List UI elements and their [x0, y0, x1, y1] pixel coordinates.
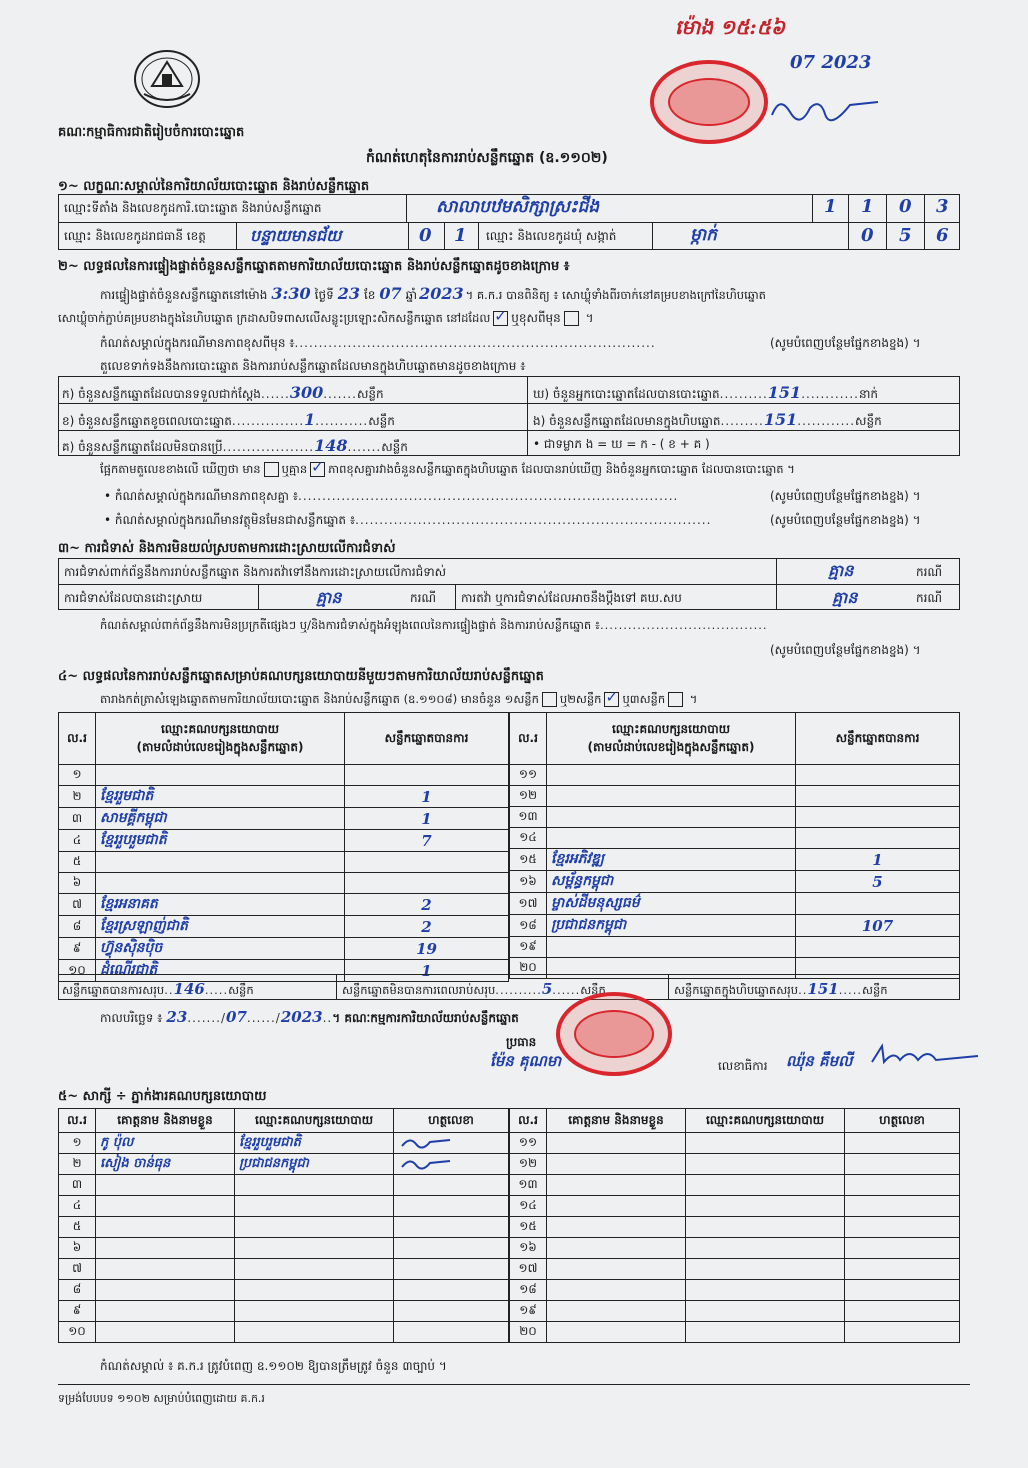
location-label: ឈ្មោះទីតាំង និងលេខកូដការិ.បោះឆ្នោត និងរាប់សន្លឹកឆ្នោត — [64, 201, 322, 215]
w-col-no: ល.រ — [59, 1109, 96, 1133]
witness-signature — [394, 1217, 509, 1238]
figure-kha-value: 1 — [304, 410, 316, 429]
witness-number: ១ — [59, 1133, 96, 1154]
formula: • ជាទម្លាភ ង = ឃ = ក - ( ខ + គ ) — [533, 437, 710, 451]
witness-name — [547, 1259, 686, 1280]
commune-code-3: 6 — [936, 225, 949, 246]
result-row — [510, 828, 960, 849]
resolved-label: ការជំទាស់ដែលបានដោះស្រាយ — [64, 591, 203, 605]
party-name: ខ្មែរអភិវឌ្ឍ — [547, 849, 796, 871]
witness-row — [59, 1280, 509, 1301]
col-votes-right: សន្លឹកឆ្នោតបានការ — [796, 713, 960, 765]
one-sheet-checkbox[interactable] — [542, 692, 557, 707]
result-row — [59, 916, 509, 938]
witness-row — [510, 1238, 960, 1259]
party-name: ម្ចាស់ដីមនុស្សធម៌ — [547, 893, 796, 915]
has-difference-checkbox[interactable] — [264, 462, 279, 477]
witness-table-left — [58, 1108, 509, 1343]
province-label: ឈ្មោះ និងលេខកូដរាជធានី ខេត្ត — [64, 229, 206, 243]
row-number: ៩ — [59, 938, 96, 960]
col-party-right: ឈ្មោះគណបក្សនយោបាយ (តាមលំដាប់លេខរៀងក្នុងសន្លឹកឆ្នោត) — [547, 713, 796, 765]
witness-row — [510, 1154, 960, 1175]
witness-number: ១៧ — [510, 1259, 547, 1280]
result-row — [510, 871, 960, 893]
witness-name — [96, 1301, 235, 1322]
chair-name: ម៉ែន គុណមា — [490, 1052, 562, 1070]
witness-row — [510, 1217, 960, 1238]
witness-row — [59, 1196, 509, 1217]
witness-number: ៧ — [59, 1259, 96, 1280]
commune-code-2: 5 — [899, 225, 912, 246]
complaint-value: គ្មាន — [828, 561, 854, 580]
irregularity-note: កំណត់សម្គាល់ពាក់ព័ន្ធនឹងការមិនប្រក្រតីផ្សេងៗ ឬ/និងការជំទាស់ក្នុងអំឡុងពេលនៃការផ្ទៀងផ្ទាត់ និងការរាប់សន្លឹកឆ្នោត ៖.................................... — [100, 618, 768, 632]
witness-name — [96, 1196, 235, 1217]
figure-ngo-value: 151 — [763, 410, 798, 429]
party-votes: 5 — [796, 871, 960, 893]
party-votes: 7 — [345, 830, 509, 852]
party-votes: 107 — [796, 915, 960, 937]
result-row — [59, 808, 509, 830]
witness-signature — [394, 1133, 509, 1154]
party-name: ខ្មែរអនាគត — [96, 894, 345, 916]
witness-signature — [394, 1175, 509, 1196]
witness-row — [510, 1196, 960, 1217]
different-checkbox[interactable] — [564, 311, 579, 326]
witness-signature — [394, 1259, 509, 1280]
party-name — [547, 807, 796, 828]
witness-signature — [845, 1154, 960, 1175]
witness-name — [547, 1154, 686, 1175]
figure-kha: ខ) ចំនួនសន្លឹកឆ្នោតខូចពេលបោះឆ្នោត...............1...........សន្លឹក — [62, 410, 395, 429]
witness-name — [96, 1217, 235, 1238]
total-invalid: សន្លឹកឆ្នោតមិនបានការពេលរាប់សរុប..........5......សន្លឹក — [342, 980, 606, 998]
party-votes — [345, 873, 509, 894]
witness-party — [235, 1322, 394, 1343]
results-table-left — [58, 712, 509, 982]
section2-heading: ២~ លទ្ធផលនៃការផ្ទៀងផ្ទាត់ចំនួនសន្លឹកឆ្នោតតាមការិយាល័យបោះឆ្នោត និងរាប់សន្លឹកឆ្នោតដូចខាងក្រោម ៖ — [58, 259, 570, 274]
witness-signature — [845, 1322, 960, 1343]
party-name — [96, 852, 345, 873]
witness-number: ៣ — [59, 1175, 96, 1196]
discrepancy-line: ផ្អែកតាមតួលេខខាងលើ ឃើញថា មាន ឬគ្មាន✓ ភាពខុសគ្នារវាងចំនួនសន្លឹកឆ្នោតក្នុងហិបឆ្នោត ដែលបានរាប់ឃើញ និងចំនួនអ្នកបោះឆ្នោត ដែលបានបោះឆ្នោត ។ — [100, 462, 795, 479]
result-row — [510, 937, 960, 958]
location-code-3: 0 — [899, 196, 912, 217]
figure-ka: ក) ចំនួនសន្លឹកឆ្នោតដែលបានទទួលជាក់ស្តែង......300.......សន្លឹក — [62, 383, 384, 402]
witness-name — [96, 1175, 235, 1196]
complaint-label: ការជំទាស់ពាក់ព័ន្ធនឹងការរាប់សន្លឹកឆ្នោត និងការតវ៉ាទៅនឹងការដោះស្រាយលើការជំទាស់ — [64, 565, 447, 579]
total-invalid-value: 5 — [541, 980, 553, 998]
party-name — [547, 828, 796, 849]
witness-row — [59, 1301, 509, 1322]
witness-party — [686, 1238, 845, 1259]
row-number: ៨ — [59, 916, 96, 938]
witness-signature — [845, 1133, 960, 1154]
total-valid: សន្លឹកឆ្នោតបានការសរុប..146.....សន្លឹក — [62, 980, 254, 998]
witness-table-right — [509, 1108, 960, 1343]
witness-signature — [394, 1154, 509, 1175]
witness-party — [686, 1175, 845, 1196]
verify-year: 2023 — [419, 284, 464, 303]
fill-note-2: (សូមបំពេញបន្ថែមផ្នែកខាងខ្នង) ។ — [770, 489, 921, 503]
result-row — [510, 765, 960, 786]
section1-heading: ១~ លក្ខណៈសម្គាល់នៃការិយាល័យបោះឆ្នោត និងរាប់សន្លឹកឆ្នោត — [58, 179, 370, 194]
witness-party — [235, 1238, 394, 1259]
figure-kho: ឃ) ចំនួនអ្នកបោះឆ្នោតដែលបានបោះឆ្នោត..........151............នាក់ — [533, 383, 879, 402]
witness-name — [547, 1196, 686, 1217]
row-number: ១៥ — [510, 849, 547, 871]
witness-name — [547, 1280, 686, 1301]
party-votes — [796, 937, 960, 958]
results-table-right — [509, 712, 960, 979]
difference-note: កំណត់សម្គាល់ក្នុងករណីមានភាពខុសពីមុន ៖........................................................................... — [100, 336, 656, 350]
witness-party: ខ្មែររួបរួមជាតិ — [235, 1133, 394, 1154]
row-number: ៦ — [59, 873, 96, 894]
witness-row — [510, 1322, 960, 1343]
witness-number: ៦ — [59, 1238, 96, 1259]
row-number: ១៧ — [510, 893, 547, 915]
row-number: ១១ — [510, 765, 547, 786]
witness-number: ១៦ — [510, 1238, 547, 1259]
witness-party — [686, 1280, 845, 1301]
footer-note: កំណត់សម្គាល់ ៖ គ.ក.រ ត្រូវបំពេញ ឧ.១១០២ ឱ្យបានត្រឹមត្រូវ ចំនួន ៣ច្បាប់ ។ — [100, 1359, 447, 1373]
stamp-time: ម៉ោង ១៥:៥៦ — [675, 15, 786, 39]
witness-name — [96, 1259, 235, 1280]
secretary-signature — [870, 1042, 980, 1068]
witness-party — [686, 1133, 845, 1154]
row-number: ៥ — [59, 852, 96, 873]
witness-number: ៨ — [59, 1280, 96, 1301]
w-col-name: គោត្តនាម និងនាមខ្លួន — [96, 1109, 235, 1133]
party-votes — [796, 893, 960, 915]
case-unit-3: ករណី — [916, 591, 943, 605]
party-votes: 1 — [345, 808, 509, 830]
secretary-name: ឈ៉ុន គឹមលី — [786, 1052, 853, 1070]
party-votes: 2 — [345, 894, 509, 916]
witness-signature — [394, 1196, 509, 1217]
witness-number: ៥ — [59, 1217, 96, 1238]
row-number: ១៦ — [510, 871, 547, 893]
witness-party — [235, 1196, 394, 1217]
witness-number: ១៤ — [510, 1196, 547, 1217]
witness-name — [96, 1238, 235, 1259]
party-votes — [796, 786, 960, 807]
result-row — [59, 765, 509, 786]
witness-row — [59, 1259, 509, 1280]
row-number: ១០ — [59, 960, 96, 982]
party-name: ប្រជាជនកម្ពុជា — [547, 915, 796, 937]
row-number: ១ — [59, 765, 96, 786]
result-row — [59, 830, 509, 852]
party-name — [547, 765, 796, 786]
figure-ko: គ) ចំនួនសន្លឹកឆ្នោតដែលមិនបានប្រើ...................148.......សន្លឹក — [62, 436, 408, 455]
stamp-date: 07 2023 — [790, 52, 872, 73]
verify-month: 07 — [379, 284, 402, 303]
section5-heading: ៥~ សាក្សី ÷ ភ្នាក់ងារគណបក្សនយោបាយ — [58, 1089, 267, 1104]
result-row — [510, 893, 960, 915]
witness-signature — [394, 1280, 509, 1301]
witness-party — [686, 1322, 845, 1343]
witness-row — [510, 1133, 960, 1154]
commune-value: ម្កាក់ — [690, 225, 717, 245]
result-row — [59, 894, 509, 916]
party-name: ដំណើរជាតិ — [96, 960, 345, 982]
witness-number: ១៨ — [510, 1280, 547, 1301]
party-name: ហ៊្វុនស៊ិនប៉ិច — [96, 938, 345, 960]
fill-note-4: (សូមបំពេញបន្ថែមផ្នែកខាងខ្នង) ។ — [770, 643, 921, 657]
party-name: ខ្មែររួមជាតិ — [96, 786, 345, 808]
row-number: ២ — [59, 786, 96, 808]
signature-top — [770, 90, 880, 125]
witness-signature — [394, 1301, 509, 1322]
witness-signature — [845, 1238, 960, 1259]
appeal-value: គ្មាន — [832, 588, 858, 607]
party-name: សម្ព័ន្ធកម្ពុជា — [547, 871, 796, 893]
witness-party — [686, 1301, 845, 1322]
party-name — [96, 765, 345, 786]
witness-party — [235, 1280, 394, 1301]
w-col-party: ឈ្មោះគណបក្សនយោបាយ — [235, 1109, 394, 1133]
verify-line2: សោឃ្លុំចាក់ភ្ជាប់គម្របខាងក្នុងនៃហិបឆ្នោត ក្រដាសបិទពាសលើសន្លូះប្រឡោះសិកសន្លឹកឆ្នោត នៅដដែល✓ ឬខុសពីមុន ។ — [58, 310, 594, 328]
verify-line1: ការផ្ទៀងផ្ទាត់ចំនួនសន្លឹកឆ្នោតនៅម៉ោង 3:30 ថ្ងៃទី 23 ខែ 07 ឆ្នាំ 2023 ។ គ.ក.រ បានពិនិត្យ ៖ សោឃ្លុំទាំងពីរចាក់នៅគម្របខាងក្រៅនៃហិបឆ្នោត — [100, 284, 766, 303]
three-sheet-checkbox[interactable] — [668, 692, 683, 707]
witness-party — [235, 1301, 394, 1322]
row-number: ២០ — [510, 958, 547, 979]
result-row — [510, 807, 960, 828]
witness-party — [686, 1217, 845, 1238]
party-votes: 19 — [345, 938, 509, 960]
col-party: ឈ្មោះគណបក្សនយោបាយ (តាមលំដាប់លេខរៀងក្នុងសន្លឹកឆ្នោត) — [96, 713, 345, 765]
witness-name — [547, 1322, 686, 1343]
resolved-value: គ្មាន — [316, 588, 342, 607]
witness-name — [547, 1238, 686, 1259]
witness-number: ១៣ — [510, 1175, 547, 1196]
chair-label: ប្រធាន — [506, 1035, 537, 1049]
witness-row — [59, 1175, 509, 1196]
witness-name — [547, 1217, 686, 1238]
result-row — [510, 915, 960, 937]
province-code-2: 1 — [454, 225, 467, 246]
two-sheet-checkbox[interactable] — [604, 692, 619, 707]
witness-row — [510, 1280, 960, 1301]
party-votes — [796, 807, 960, 828]
witness-name — [96, 1322, 235, 1343]
verify-time: 3:30 — [271, 284, 311, 303]
party-votes — [345, 765, 509, 786]
party-votes: 1 — [345, 960, 509, 982]
witness-party — [235, 1259, 394, 1280]
witness-row — [59, 1217, 509, 1238]
party-votes: 2 — [345, 916, 509, 938]
witness-number: ១៥ — [510, 1217, 547, 1238]
witness-signature — [845, 1196, 960, 1217]
figure-kho-value: 151 — [767, 383, 802, 402]
party-votes: 1 — [796, 849, 960, 871]
row-number: ១៤ — [510, 828, 547, 849]
witness-row — [510, 1301, 960, 1322]
witness-number: ១១ — [510, 1133, 547, 1154]
witness-row — [59, 1133, 509, 1154]
party-votes — [345, 852, 509, 873]
commune-code-1: 0 — [861, 225, 874, 246]
witness-number: ១២ — [510, 1154, 547, 1175]
w-col-party-right: ឈ្មោះគណបក្សនយោបាយ — [686, 1109, 845, 1133]
province-code-1: 0 — [419, 225, 432, 246]
party-name: ខ្មែរស្រឡាញ់ជាតិ — [96, 916, 345, 938]
col-no: ល.រ — [59, 713, 96, 765]
section4-heading: ៤~ លទ្ធផលនៃការរាប់សន្លឹកឆ្នោតសម្រាប់គណបក្សនយោបាយនីមួយៗតាមការិយាល័យរាប់សន្លឹកឆ្នោត — [58, 669, 544, 684]
result-row — [59, 873, 509, 894]
w-col-sign: ហត្ថលេខា — [394, 1109, 509, 1133]
party-name: សាមគ្គីកម្ពុជា — [96, 808, 345, 830]
committee-name: គណៈកម្មាធិការជាតិរៀបចំការបោះឆ្នោត — [58, 125, 245, 140]
location-code-1: 1 — [824, 196, 837, 217]
row-number: ១៩ — [510, 937, 547, 958]
witness-row — [59, 1322, 509, 1343]
witness-number: ១០ — [59, 1322, 96, 1343]
row-number: ១៨ — [510, 915, 547, 937]
witness-name — [547, 1301, 686, 1322]
result-row — [59, 786, 509, 808]
red-seal-bottom — [556, 992, 672, 1076]
party-name — [547, 937, 796, 958]
result-row — [59, 938, 509, 960]
witness-signature — [394, 1322, 509, 1343]
case-unit-1: ករណី — [916, 565, 943, 579]
witness-name — [547, 1175, 686, 1196]
party-name — [547, 786, 796, 807]
row-number: ៧ — [59, 894, 96, 916]
witness-party — [686, 1259, 845, 1280]
witness-number: ២០ — [510, 1322, 547, 1343]
witness-name — [96, 1280, 235, 1301]
witness-name — [547, 1133, 686, 1154]
witness-row — [59, 1238, 509, 1259]
party-votes — [796, 765, 960, 786]
figure-ka-value: 300 — [289, 383, 324, 402]
witness-party — [686, 1196, 845, 1217]
fill-note-1: (សូមបំពេញបន្ថែមផ្នែកខាងខ្នង) ។ — [770, 336, 921, 350]
witness-row — [510, 1175, 960, 1196]
fill-note-3: (សូមបំពេញបន្ថែមផ្នែកខាងខ្នង) ។ — [770, 513, 921, 527]
red-seal-top — [650, 60, 768, 144]
witness-party — [686, 1154, 845, 1175]
party-name — [96, 873, 345, 894]
witness-number: ១៩ — [510, 1301, 547, 1322]
figure-ngo: ង) ចំនួនសន្លឹកឆ្នោតដែលមានក្នុងហិបឆ្នោត.........151............សន្លឹក — [533, 410, 882, 429]
bullet-difference: • កំណត់សម្គាល់ក្នុងករណីមានភាពខុសគ្នា ៖............................................................................... — [104, 489, 679, 503]
case-unit-2: ករណី — [410, 591, 437, 605]
witness-party — [235, 1217, 394, 1238]
nec-emblem — [132, 48, 202, 110]
result-row — [510, 849, 960, 871]
row-number: ១២ — [510, 786, 547, 807]
witness-number: ៤ — [59, 1196, 96, 1217]
witness-signature — [845, 1217, 960, 1238]
witness-party: ប្រជាជនកម្ពុជា — [235, 1154, 394, 1175]
figure-ko-value: 148 — [314, 436, 348, 455]
party-name: ខ្មែររួបរួមជាតិ — [96, 830, 345, 852]
party-votes — [796, 828, 960, 849]
witness-signature — [845, 1259, 960, 1280]
bullet-nonballot: • កំណត់សម្គាល់ក្នុងករណីមានវត្ថុមិនមែនជាសន្លឹកឆ្នោត ៖.......................................................................... — [104, 513, 712, 527]
same-checkbox[interactable] — [493, 311, 508, 326]
signing-date: កាលបរិច្ឆេទ ៖ 23......./07....../2023..។ គណៈកម្មការការិយាល័យរាប់សន្លឹកឆ្នោត — [100, 1008, 519, 1026]
secretary-label: លេខាធិការ — [718, 1059, 768, 1073]
w-col-no-right: ល.រ — [510, 1109, 547, 1133]
row-number: ១៣ — [510, 807, 547, 828]
col-votes: សន្លឹកឆ្នោតបានការ — [345, 713, 509, 765]
row-number: ៣ — [59, 808, 96, 830]
commune-label: ឈ្មោះ និងលេខកូដឃុំ សង្កាត់ — [486, 229, 617, 243]
witness-number: ២ — [59, 1154, 96, 1175]
total-box: សន្លឹកឆ្នោតក្នុងហិបឆ្នោតសរុប..151.....សន្លឹក — [674, 980, 888, 998]
verify-day: 23 — [337, 284, 360, 303]
figures-intro: តួលេខទាក់ទងនឹងការបោះឆ្នោត និងការរាប់សន្លឹកឆ្នោតដែលមានក្នុងហិបឆ្នោតមានដូចខាងក្រោម ៖ — [100, 359, 526, 373]
col-no-right: ល.រ — [510, 713, 547, 765]
witness-party — [235, 1175, 394, 1196]
witness-name: កូ ប៉ុល — [96, 1133, 235, 1154]
form-title: កំណត់ហេតុនៃការរាប់សន្លឹកឆ្នោត (ឧ.១១០២) — [366, 150, 608, 166]
row-number: ៤ — [59, 830, 96, 852]
result-row — [510, 786, 960, 807]
location-code-2: 1 — [861, 196, 874, 217]
witness-signature — [845, 1301, 960, 1322]
witness-number: ៩ — [59, 1301, 96, 1322]
witness-signature — [845, 1175, 960, 1196]
result-row — [59, 852, 509, 873]
appeal-label: ការតវ៉ា ឬការជំទាស់ដែលអាចនឹងប្តឹងទៅ គឃ.សប — [461, 591, 682, 605]
location-value: សាលាបឋមសិក្សាស្រះជីង — [436, 197, 600, 217]
witness-signature — [845, 1280, 960, 1301]
witness-name: សៀង ចាន់ធុន — [96, 1154, 235, 1175]
total-box-value: 151 — [807, 980, 839, 998]
party-votes: 1 — [345, 786, 509, 808]
tally-intro: តារាងកត់ត្រាសំឡេងឆ្នោតតាមការិយាល័យបោះឆ្នោត និងរាប់សន្លឹកឆ្នោត (ឧ.១១០៨) មានចំនួន ១សន្លឹក ឬ២សន្លឹក✓ ឬ៣សន្លឹក ។ — [100, 692, 697, 709]
witness-row — [59, 1154, 509, 1175]
section3-heading: ៣~ ការជំទាស់ និងការមិនយល់ស្របតាមការដោះស្រាយលើការជំទាស់ — [58, 541, 396, 556]
location-code-4: 3 — [936, 196, 949, 217]
province-value: បន្ទាយមានជ័យ — [250, 226, 342, 245]
w-col-sign-right: ហត្ថលេខា — [845, 1109, 960, 1133]
form-footer: ទម្រង់បែបបទ ១១០២ សម្រាប់បំពេញដោយ គ.ក.រ — [58, 1392, 265, 1405]
no-difference-checkbox[interactable] — [310, 462, 325, 477]
total-valid-value: 146 — [173, 980, 205, 998]
w-col-name-right: គោត្តនាម និងនាមខ្លួន — [547, 1109, 686, 1133]
witness-signature — [394, 1238, 509, 1259]
witness-row — [510, 1259, 960, 1280]
